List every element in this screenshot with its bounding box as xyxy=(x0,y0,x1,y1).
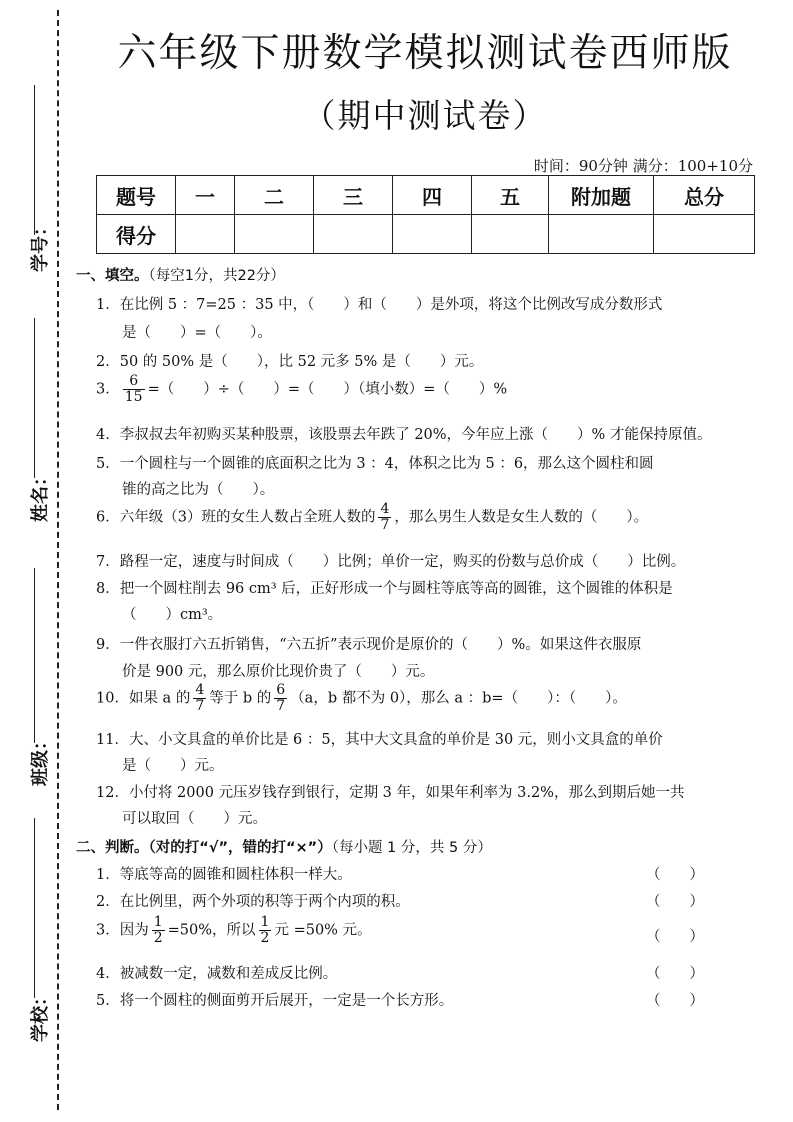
banji-label: 班级： xyxy=(30,732,51,786)
question-11-line1: 11．大、小文具盒的单价比是 6 ：5，其中大文具盒的单价是 30 元，则小文具盒的单价 xyxy=(96,732,663,748)
fraction-numerator: 6 xyxy=(123,374,145,390)
answer-paren-4[interactable]: （ ） xyxy=(646,966,704,982)
question-10-text-rest: （a，b 都不为 0），那么 a ：b=（ ）：（ ）。 xyxy=(290,690,627,707)
score-cell: 一 xyxy=(176,176,235,215)
fraction-4-7 xyxy=(378,502,391,533)
score-cell: 五 xyxy=(472,176,549,215)
score-cell: 三 xyxy=(314,176,393,215)
fraction-denominator: 7 xyxy=(276,698,286,714)
score-cell: 四 xyxy=(393,176,472,215)
question-4: 4．李叔叔去年初购买某种股票，该股票去年跌了 20%，今年应上涨（ ）% 才能保持原值。 xyxy=(96,427,712,443)
section1-title: 一、填空。 xyxy=(76,268,149,284)
section1-heading xyxy=(76,264,285,285)
answer-paren-5[interactable]: （ ） xyxy=(646,993,704,1009)
page-title: 六年级下册数学模拟测试卷西师版 xyxy=(117,31,733,76)
score-cell: 二 xyxy=(235,176,314,215)
judge-question-5: 5．将一个圆柱的侧面剪开后展开，一定是一个长方形。 xyxy=(96,993,454,1009)
answer-paren-3[interactable]: （ ） xyxy=(646,929,704,945)
fraction-denominator: 2 xyxy=(260,930,270,946)
fraction-4-7 xyxy=(193,683,206,714)
judge-question-3 xyxy=(96,915,372,946)
question-6-text-rest: ，那么男生人数是女生人数的（ ）。 xyxy=(394,509,649,526)
question-11-line2: 是（ ）元。 xyxy=(122,758,224,774)
judge-question-3-text-rest: 元 =50% 元。 xyxy=(274,922,372,939)
xuehao-line xyxy=(34,85,35,235)
section1-note: （每空1分，共22分） xyxy=(148,268,285,284)
fraction-denominator: 2 xyxy=(153,930,163,946)
fraction-numerator: 6 xyxy=(276,682,286,698)
section2-note: （每小题 1 分，共 5 分） xyxy=(331,840,492,856)
fraction-denominator: 7 xyxy=(380,517,390,533)
question-12-line2: 可以取回（ ）元。 xyxy=(122,811,267,827)
question-10-text-mid: 等于 b 的 xyxy=(209,690,272,707)
fraction-numerator: 1 xyxy=(153,914,163,930)
judge-question-4: 4．被减数一定，减数和差成反比例。 xyxy=(96,966,338,982)
score-table xyxy=(96,175,755,254)
time-info: 时间：90分钟 满分：100+10分 xyxy=(533,157,753,175)
question-2: 2．50 的 50% 是（ ），比 52 元多 5% 是（ ）元。 xyxy=(96,354,484,370)
question-8-line1: 8．把一个圆柱削去 96 cm³ 后，正好形成一个与圆柱等底等高的圆锥，这个圆锥的体积是 xyxy=(96,581,673,597)
answer-paren-1[interactable]: （ ） xyxy=(646,867,704,883)
fraction-1-2 xyxy=(259,915,272,946)
question-8-line2: （ ）cm³。 xyxy=(122,607,223,623)
xuehao-label: 学号： xyxy=(30,218,51,272)
question-5-line2: 锥的高之比为（ ）。 xyxy=(122,482,275,498)
fraction-numerator: 1 xyxy=(260,914,270,930)
question-3-text: =（ ）÷（ ）=（ ）（填小数）=（ ）% xyxy=(147,381,508,398)
page-subtitle: （期中测试卷） xyxy=(302,96,548,135)
question-3 xyxy=(96,374,507,405)
question-6 xyxy=(96,502,648,533)
fraction-denominator: 15 xyxy=(124,389,143,405)
binding-dashed-line xyxy=(57,10,59,1110)
question-6-text: 6．六年级（3）班的女生人数占全班人数的 xyxy=(96,509,376,526)
xingming-line xyxy=(34,318,35,478)
xuexiao-line xyxy=(34,818,35,998)
score-table-header-row xyxy=(97,176,755,215)
fraction-1-2 xyxy=(152,915,165,946)
score-cell: 题号 xyxy=(97,176,176,215)
fraction-numerator: 4 xyxy=(195,682,205,698)
question-7: 7．路程一定，速度与时间成（ ）比例；单价一定，购买的份数与总价成（ ）比例。 xyxy=(96,554,686,570)
answer-paren-2[interactable]: （ ） xyxy=(646,894,704,910)
question-12-line1: 12．小付将 2000 元压岁钱存到银行，定期 3 年，如果年利率为 3.2%，那么到期后她一共 xyxy=(96,785,685,801)
score-input-cell[interactable] xyxy=(654,215,755,254)
section2-heading xyxy=(76,836,492,857)
judge-question-3-text: 3．因为 xyxy=(96,922,149,939)
question-1-line1: 1．在比例 5 ：7=25 ：35 中，（ ）和（ ）是外项，将这个比例改写成分数形式 xyxy=(96,297,663,313)
score-cell: 总分 xyxy=(654,176,755,215)
score-input-cell[interactable] xyxy=(235,215,314,254)
section2-title: 二、判断。（对的打“√”，错的打“×”） xyxy=(76,840,332,856)
score-input-cell[interactable] xyxy=(314,215,393,254)
question-5-line1: 5．一个圆柱与一个圆锥的底面积之比为 3 ：4，体积之比为 5 ：6，那么这个圆柱和圆 xyxy=(96,456,654,472)
fraction-6-15 xyxy=(123,374,145,405)
score-input-cell[interactable] xyxy=(472,215,549,254)
question-1-line2: 是（ ）=（ ）。 xyxy=(122,325,272,341)
question-10 xyxy=(96,683,627,714)
score-table-score-row xyxy=(97,215,755,254)
fraction-6-7 xyxy=(274,683,287,714)
score-input-cell[interactable] xyxy=(549,215,654,254)
question-9-line2: 价是 900 元，那么原价比现价贵了（ ）元。 xyxy=(122,664,435,680)
score-input-cell[interactable] xyxy=(393,215,472,254)
banji-line xyxy=(34,568,35,743)
xingming-label: 姓名： xyxy=(30,468,51,522)
question-9-line1: 9．一件衣服打六五折销售，“六五折”表示现价是原价的（ ）%。如果这件衣服原 xyxy=(96,637,642,653)
judge-question-3-text-mid: =50%，所以 xyxy=(167,922,256,939)
score-input-cell[interactable] xyxy=(176,215,235,254)
fraction-denominator: 7 xyxy=(195,698,205,714)
judge-question-1: 1．等底等高的圆锥和圆柱体积一样大。 xyxy=(96,867,352,883)
question-3-number: 3． xyxy=(96,381,120,398)
question-10-text: 10．如果 a 的 xyxy=(96,690,191,707)
judge-question-2: 2．在比例里，两个外项的积等于两个内项的积。 xyxy=(96,894,410,910)
score-row-label: 得分 xyxy=(97,215,176,254)
score-cell: 附加题 xyxy=(549,176,654,215)
xuexiao-label: 学校： xyxy=(30,988,51,1042)
fraction-numerator: 4 xyxy=(380,501,390,517)
